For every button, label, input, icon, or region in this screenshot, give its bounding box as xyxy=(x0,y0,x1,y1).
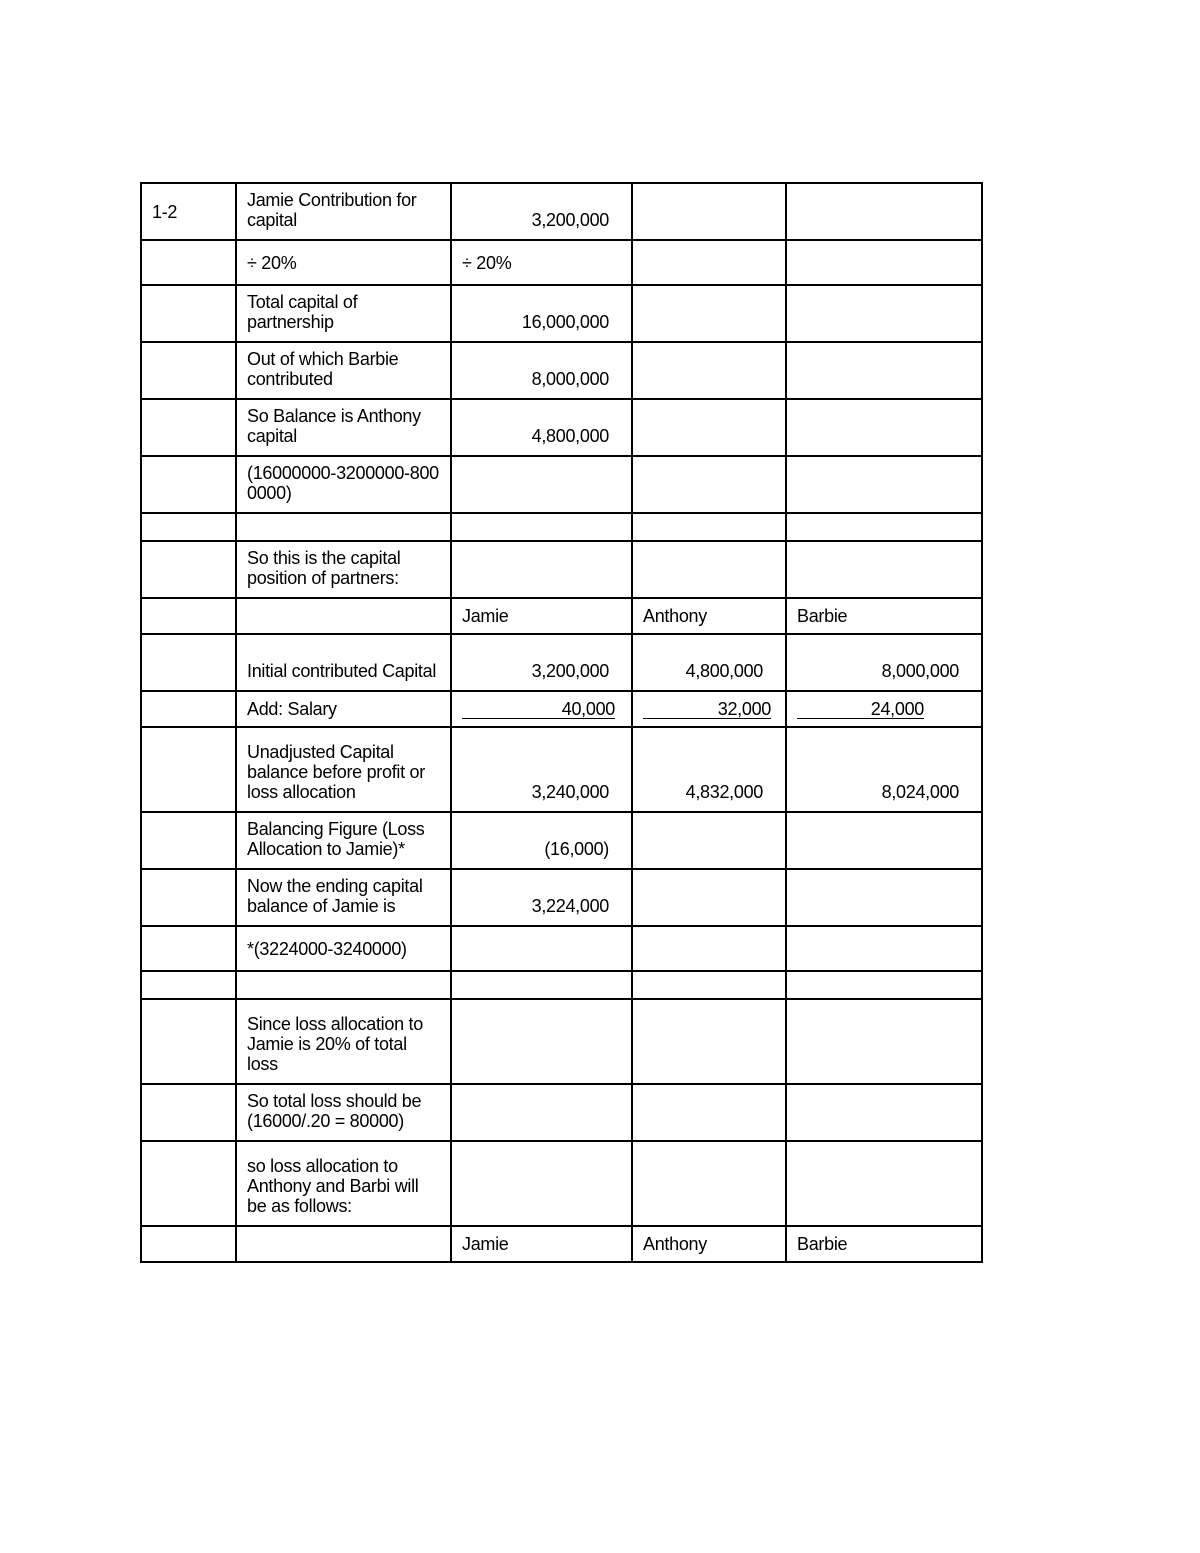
anthony-salary-value: 32,000 xyxy=(643,700,771,719)
column-header-jamie: Jamie xyxy=(451,598,632,634)
anthony-cell xyxy=(632,541,786,598)
row-label xyxy=(141,342,236,399)
description-cell: Out of which Barbie contributed xyxy=(236,342,451,399)
barbie-cell xyxy=(786,1141,982,1226)
barbie-cell xyxy=(786,240,982,285)
description-cell: Jamie Contribution for capital xyxy=(236,183,451,240)
row-label xyxy=(141,999,236,1084)
amount-cell xyxy=(451,971,632,999)
table-row xyxy=(141,541,982,598)
table-row xyxy=(141,342,982,399)
barbie-cell xyxy=(786,541,982,598)
row-label xyxy=(141,1141,236,1226)
anthony-cell xyxy=(632,183,786,240)
barbie-cell xyxy=(786,285,982,342)
barbie-cell xyxy=(786,999,982,1084)
amount-cell xyxy=(451,513,632,541)
description-cell: Since loss allocation to Jamie is 20% of total loss xyxy=(236,999,451,1084)
row-label xyxy=(141,541,236,598)
description-cell xyxy=(236,1226,451,1262)
table-row xyxy=(141,727,982,812)
description-cell: *(3224000-3240000) xyxy=(236,926,451,971)
column-header-barbie: Barbie xyxy=(786,1226,982,1262)
column-header-anthony: Anthony xyxy=(632,598,786,634)
row-label xyxy=(141,691,236,727)
row-label xyxy=(141,926,236,971)
description-cell xyxy=(236,513,451,541)
table-row xyxy=(141,513,982,541)
anthony-cell xyxy=(632,285,786,342)
amount-cell xyxy=(451,456,632,513)
amount-cell: 3,200,000 xyxy=(451,183,632,240)
description-cell: ÷ 20% xyxy=(236,240,451,285)
amount-cell: 8,000,000 xyxy=(451,342,632,399)
amount-cell xyxy=(451,541,632,598)
row-label xyxy=(141,1226,236,1262)
jamie-salary-cell xyxy=(451,691,632,727)
amount-cell: 3,224,000 xyxy=(451,869,632,926)
barbie-cell xyxy=(786,869,982,926)
barbie-cell xyxy=(786,1084,982,1141)
amount-cell xyxy=(451,926,632,971)
anthony-cell: 4,832,000 xyxy=(632,727,786,812)
anthony-cell xyxy=(632,869,786,926)
description-cell: Total capital of partnership xyxy=(236,285,451,342)
barbie-cell: 8,024,000 xyxy=(786,727,982,812)
row-label xyxy=(141,285,236,342)
description-cell: So this is the capital position of partners: xyxy=(236,541,451,598)
row-label xyxy=(141,513,236,541)
anthony-cell xyxy=(632,399,786,456)
table-row xyxy=(141,183,982,240)
amount-cell: 4,800,000 xyxy=(451,399,632,456)
anthony-cell xyxy=(632,812,786,869)
amount-cell: (16,000) xyxy=(451,812,632,869)
column-header-anthony: Anthony xyxy=(632,1226,786,1262)
row-label xyxy=(141,971,236,999)
barbie-cell: 8,000,000 xyxy=(786,634,982,691)
table-row xyxy=(141,1084,982,1141)
barbie-cell xyxy=(786,971,982,999)
description-cell: Add: Salary xyxy=(236,691,451,727)
amount-cell xyxy=(451,1084,632,1141)
capital-worksheet-table xyxy=(140,182,983,1263)
row-label xyxy=(141,240,236,285)
row-label xyxy=(141,869,236,926)
table-row xyxy=(141,285,982,342)
row-label xyxy=(141,598,236,634)
table-row xyxy=(141,926,982,971)
description-cell: Unadjusted Capital balance before profit or loss allocation xyxy=(236,727,451,812)
description-cell: (16000000-3200000-8000000) xyxy=(236,456,451,513)
table-row xyxy=(141,456,982,513)
description-cell: So total loss should be (16000/.20 = 80000) xyxy=(236,1084,451,1141)
description-cell xyxy=(236,598,451,634)
table-row xyxy=(141,1226,982,1262)
amount-cell xyxy=(451,1141,632,1226)
table-row xyxy=(141,399,982,456)
amount-cell xyxy=(451,999,632,1084)
table-row xyxy=(141,1141,982,1226)
anthony-cell xyxy=(632,1141,786,1226)
barbie-cell xyxy=(786,812,982,869)
anthony-cell xyxy=(632,971,786,999)
amount-cell: 16,000,000 xyxy=(451,285,632,342)
anthony-cell xyxy=(632,1084,786,1141)
barbie-cell xyxy=(786,342,982,399)
description-cell: Initial contributed Capital xyxy=(236,634,451,691)
barbie-salary-cell xyxy=(786,691,982,727)
jamie-cell: 3,240,000 xyxy=(451,727,632,812)
anthony-cell xyxy=(632,240,786,285)
barbie-cell xyxy=(786,456,982,513)
anthony-cell xyxy=(632,456,786,513)
barbie-cell xyxy=(786,399,982,456)
barbie-cell xyxy=(786,926,982,971)
anthony-cell xyxy=(632,926,786,971)
description-cell: Now the ending capital balance of Jamie is xyxy=(236,869,451,926)
row-label xyxy=(141,399,236,456)
barbie-cell xyxy=(786,183,982,240)
jamie-salary-value: 40,000 xyxy=(462,700,615,719)
row-label xyxy=(141,1084,236,1141)
description-cell: So Balance is Anthony capital xyxy=(236,399,451,456)
amount-cell: ÷ 20% xyxy=(451,240,632,285)
row-label xyxy=(141,812,236,869)
table-row xyxy=(141,598,982,634)
barbie-salary-value: 24,000 xyxy=(797,700,924,719)
table-row xyxy=(141,971,982,999)
row-label xyxy=(141,456,236,513)
column-header-jamie: Jamie xyxy=(451,1226,632,1262)
barbie-cell xyxy=(786,513,982,541)
table-row xyxy=(141,240,982,285)
row-label xyxy=(141,727,236,812)
row-label: 1-2 xyxy=(141,183,236,240)
table-row xyxy=(141,812,982,869)
table-row xyxy=(141,869,982,926)
anthony-salary-cell xyxy=(632,691,786,727)
description-cell xyxy=(236,971,451,999)
anthony-cell xyxy=(632,342,786,399)
row-label xyxy=(141,634,236,691)
table-row xyxy=(141,634,982,691)
description-cell: so loss allocation to Anthony and Barbi will be as follows: xyxy=(236,1141,451,1226)
description-cell: Balancing Figure (Loss Allocation to Jamie)* xyxy=(236,812,451,869)
jamie-cell: 3,200,000 xyxy=(451,634,632,691)
column-header-barbie: Barbie xyxy=(786,598,982,634)
anthony-cell xyxy=(632,513,786,541)
anthony-cell xyxy=(632,999,786,1084)
anthony-cell: 4,800,000 xyxy=(632,634,786,691)
table-row xyxy=(141,691,982,727)
table-row xyxy=(141,999,982,1084)
